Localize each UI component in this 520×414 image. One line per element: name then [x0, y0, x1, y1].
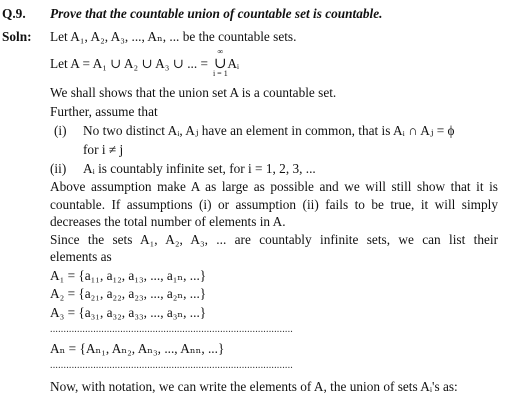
ellipsis-separator-2: ..........................................................................................	[50, 360, 293, 371]
assumption-2-text: Aᵢ is countably infinite set, for i = 1, 2, 3, ...	[83, 161, 316, 176]
union-symbol: ∪	[214, 56, 227, 72]
paragraph-line-2: countable. If assumptions (i) or assumption (ii) fails to be true, it will simply	[50, 197, 498, 212]
closing-statement: Now, with notation, we can write the elements of A, the union of sets Aᵢ's as:	[50, 379, 458, 394]
shows-statement: We shall shows that the union set A is a countable set.	[50, 85, 337, 100]
assumption-2-number: (ii)	[50, 161, 67, 176]
union-upper-limit: ∞	[217, 47, 224, 56]
set-a3: A₃ = {a₃₁, a₃₂, a₃₃, ..., a₃ₙ, ...}	[50, 305, 207, 320]
union-term: Aᵢ	[227, 56, 240, 71]
question-label: Q.9.	[2, 6, 26, 21]
assumption-1-continued: for i ≠ j	[83, 142, 124, 157]
set-a1: A₁ = {a₁₁, a₁₂, a₁₃, ..., a₁ₙ, ...}	[50, 268, 207, 283]
paragraph-line-5: elements as	[50, 249, 112, 264]
solution-label: Soln:	[2, 29, 32, 44]
ellipsis-separator-1: ..........................................................................................	[50, 324, 293, 335]
union-lower-limit: i = 1	[212, 69, 228, 78]
set-a2: A₂ = {a₂₁, a₂₂, a₂₃, ..., a₂ₙ, ...}	[50, 286, 207, 301]
big-union-operator	[212, 47, 228, 78]
union-definition-text: Let A = A₁ ∪ A₂ ∪ A₃ ∪ ... =	[50, 56, 212, 71]
paragraph-line-1: Above assumption make A as large as possible and we will still show that it is	[50, 179, 498, 194]
union-definition	[50, 47, 240, 78]
assumption-1-number: (i)	[54, 123, 67, 138]
further-statement: Further, assume that	[50, 104, 158, 119]
question-text: Prove that the countable union of countable set is countable.	[50, 6, 383, 21]
solution-intro: Let A₁, A₂, A₃, ..., Aₙ, ... be the countable sets.	[50, 29, 297, 44]
paragraph-line-4: Since the sets A₁, A₂, A₃, ... are countably infinite sets, we can list their	[50, 232, 498, 247]
paragraph-line-3: decreases the total number of elements in A.	[50, 214, 286, 229]
assumption-1-text: No two distinct Aᵢ, Aⱼ have an element in common, that is Aᵢ ∩ Aⱼ = ϕ	[83, 123, 455, 138]
set-an: Aₙ = {Aₙ₁, Aₙ₂, Aₙ₃, ..., Aₙₙ, ...}	[50, 341, 225, 356]
